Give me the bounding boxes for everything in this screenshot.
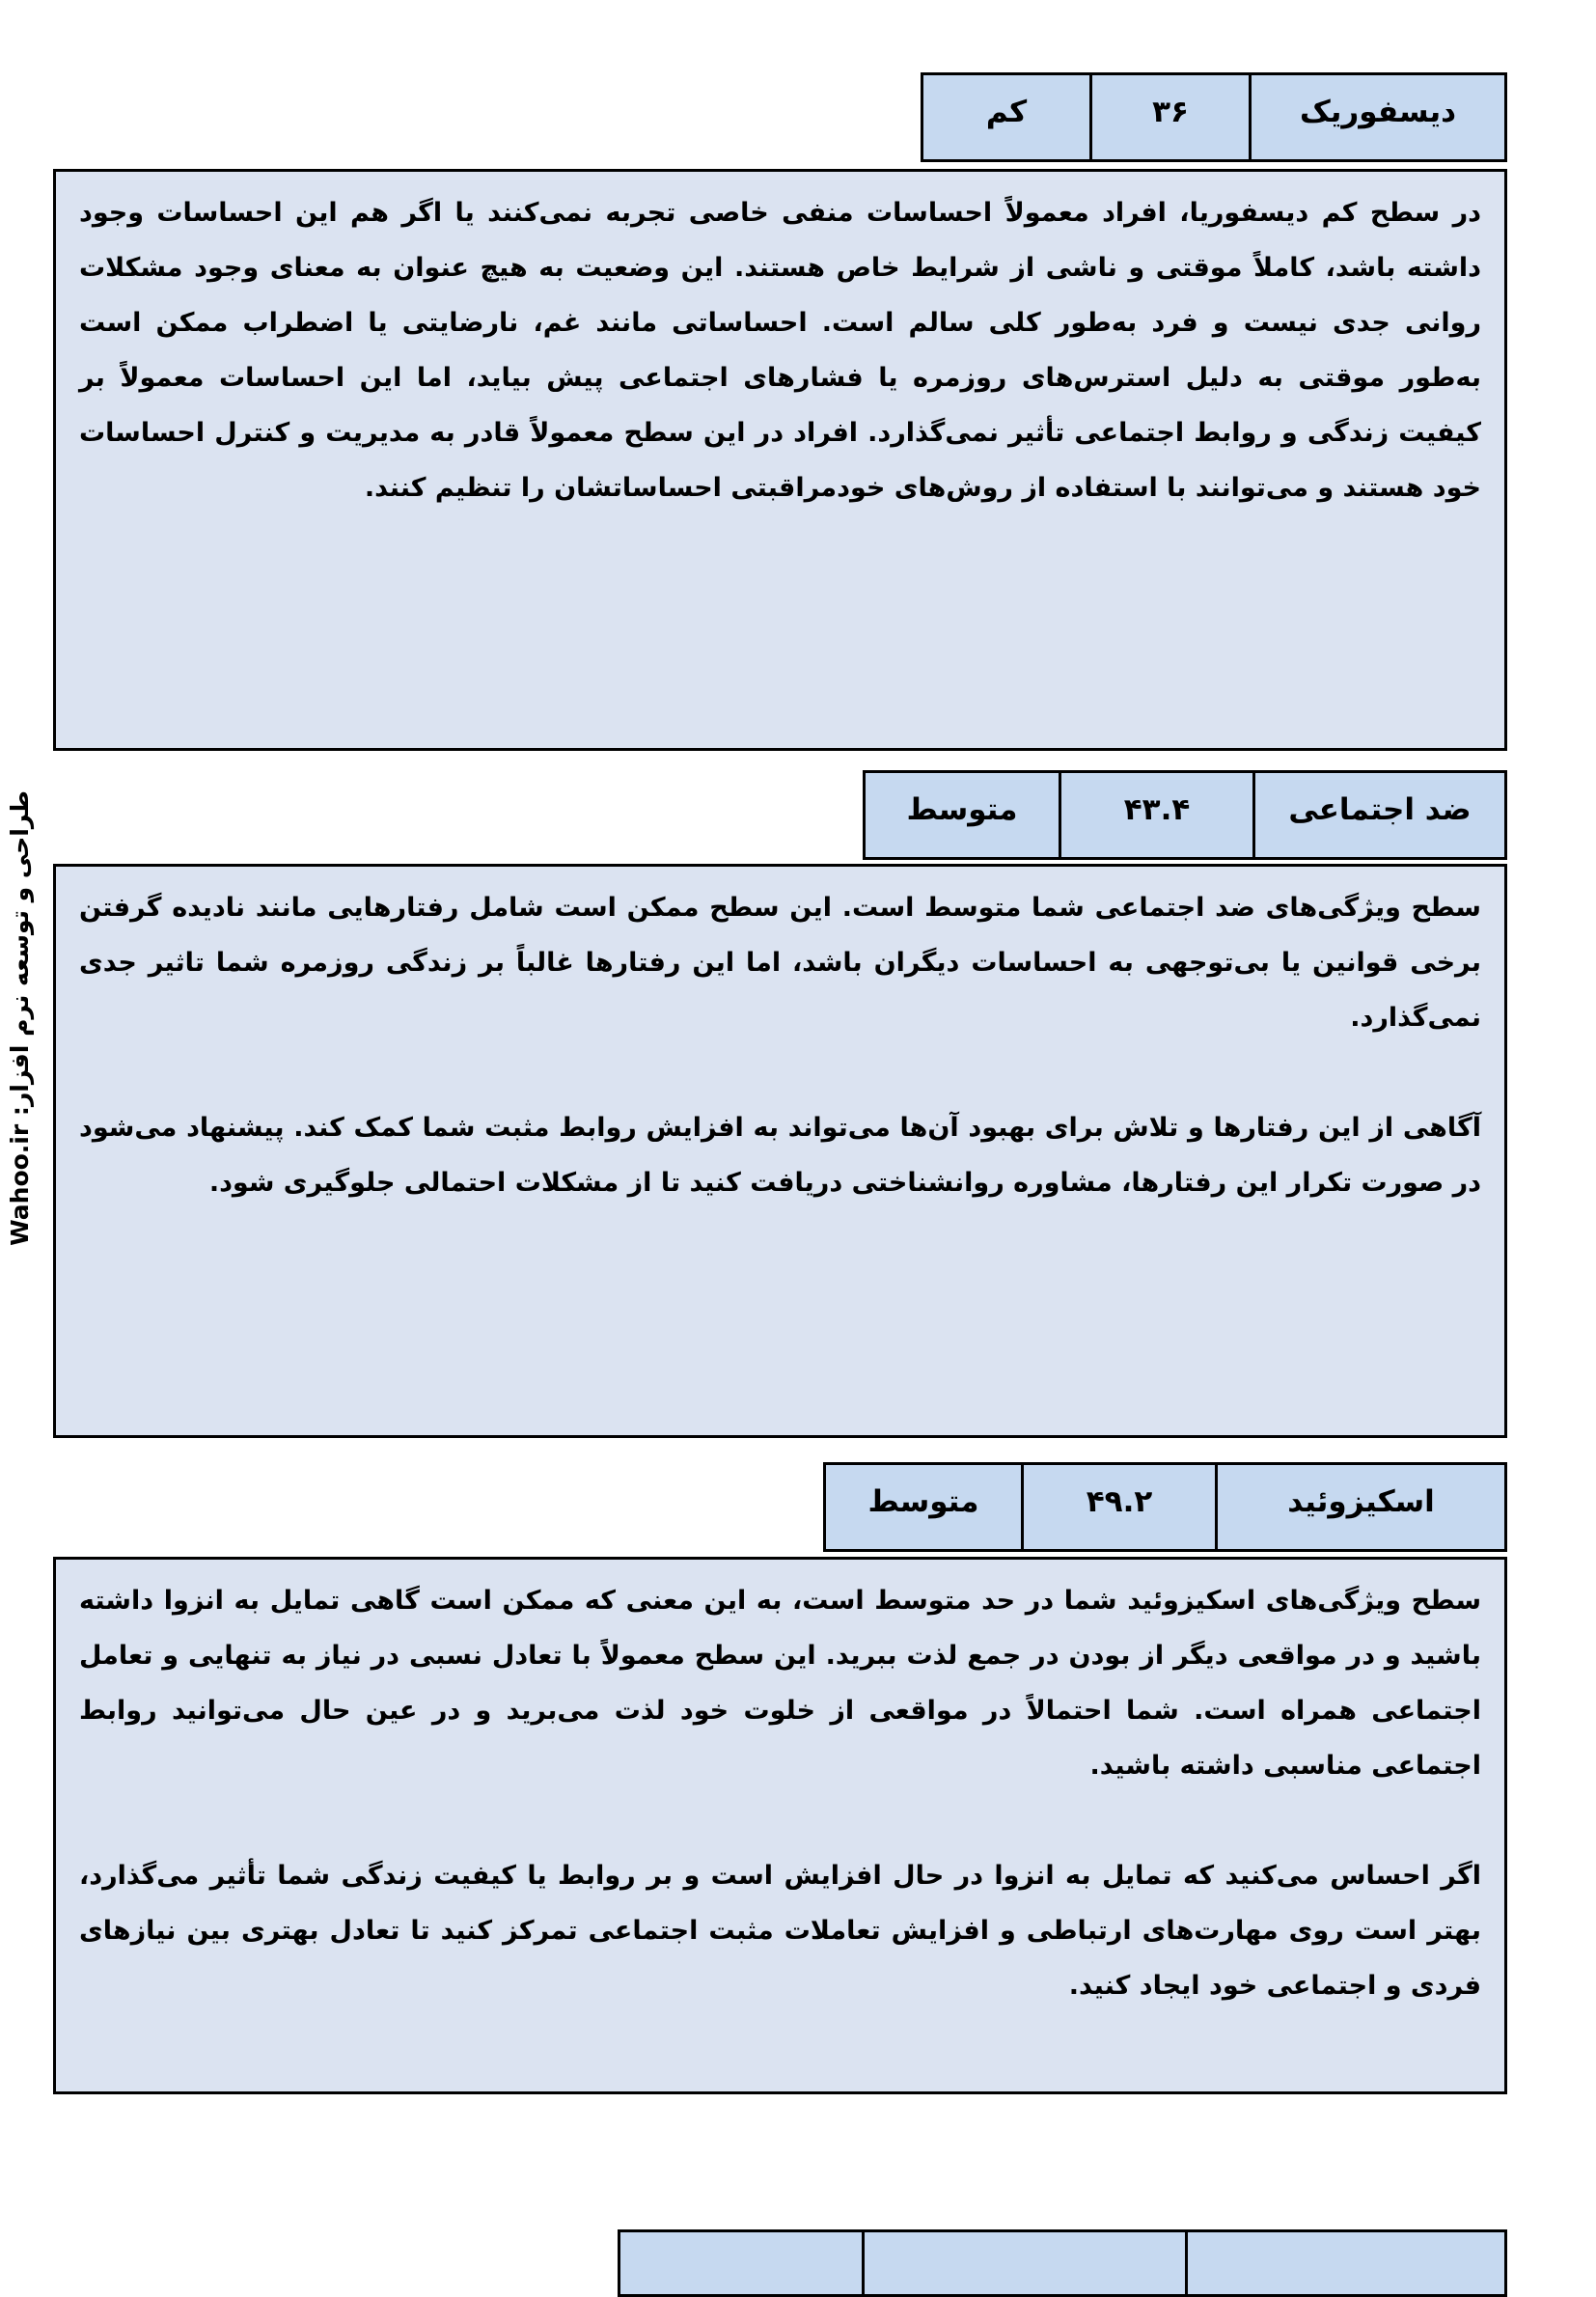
description-paragraph: در سطح کم دیسفوریا، افراد معمولاً احساسات منفی خاصی تجربه نمی‌کنند یا اگر هم این احساسات وجود داشته باشد، کاملاً موقتی و ناشی از شرایط خاص هستند. این وضعیت به هیچ عنوان به معنای وجود مشکلات روانی جدی نیست و فرد به‌طور کلی سالم است. احساساتی مانند غم، نارضایتی یا اضطراب ممکن است به‌طور موقتی به دلیل استرس‌های روزمره یا فشارهای اجتماعی پیش بیاید، اما این احساسات معمولاً بر کیفیت زندگی و روابط اجتماعی تأثیر نمی‌گذارد. افراد در این سطح معمولاً قادر به مدیریت و کنترل احساسات خود هستند و می‌توانند با استفاده از روش‌های خودمراقبتی احساساتشان را تنظیم کنند. [79,198,1481,503]
next-section-table-fragment [618,2229,1507,2297]
scale-header-table-schizoid [823,1462,1507,1552]
scale-name-cell: اسکیزوئید [1215,1465,1504,1549]
scale-name-cell [1185,2232,1504,2294]
scale-level-cell [626,2232,862,2294]
description-paragraph: سطح ویژگی‌های اسکیزوئید شما در حد متوسط است، به این معنی که ممکن است گاهی تمایل به انزوا داشته باشید و در مواقعی دیگر از بودن در جمع لذت ببرید. این سطح معمولاً با تعادل نسبی در نیاز به تنهایی و تعامل اجتماعی همراه است. شما احتمالاً در مواقعی از خلوت خود لذت می‌برید و در عین حال می‌توانید روابط اجتماعی مناسبی داشته باشید. [79,1586,1481,1781]
scale-score-cell: ۳۶ [1089,75,1249,159]
scale-description-box-dysphoric [53,169,1507,751]
scale-header-table-antisocial [863,770,1507,860]
description-paragraph: اگر احساس می‌کنید که تمایل به انزوا در حال افزایش است و بر روابط یا کیفیت زندگی شما تأثیر می‌گذارد، بهتر است روی مهارت‌های ارتباطی و افزایش تعاملات مثبت اجتماعی تمرکز کنید تا تعادل بهتری بین نیازهای فردی و اجتماعی خود ایجاد کنید. [79,1861,1481,2001]
scale-score-cell: ۴۹.۲ [1021,1465,1215,1549]
scale-description-box-antisocial [53,864,1507,1438]
developer-credit-vertical-text: طراحی و توسعه نرم افزار: Wahoo.ir [6,790,34,1246]
scale-header-table-dysphoric [921,72,1507,162]
scale-description-box-schizoid [53,1557,1507,2094]
scale-level-cell: متوسط [867,1483,979,1519]
scale-score-cell [862,2232,1185,2294]
scale-score-cell: ۴۳.۴ [1059,773,1252,857]
scale-name-cell: دیسفوریک [1249,75,1504,159]
description-paragraph: سطح ویژگی‌های ضد اجتماعی شما متوسط است. این سطح ممکن است شامل رفتارهایی مانند نادیده گرفتن برخی قوانین یا بی‌توجهی به احساسات دیگران باشد، اما این رفتارها غالباً بر زندگی روزمره شما تاثیر جدی نمی‌گذارد. [79,893,1481,1033]
description-paragraph: آگاهی از این رفتارها و تلاش برای بهبود آن‌ها می‌تواند به افزایش روابط مثبت شما کمک کند. پیشنهاد می‌شود در صورت تکرار این رفتارها، مشاوره روانشناختی دریافت کنید تا از مشکلات احتمالی جلوگیری شود. [79,1113,1481,1198]
scale-name-cell: ضد اجتماعی [1252,773,1504,857]
scale-level-cell: متوسط [906,791,1018,827]
scale-level-cell: کم [985,94,1028,129]
